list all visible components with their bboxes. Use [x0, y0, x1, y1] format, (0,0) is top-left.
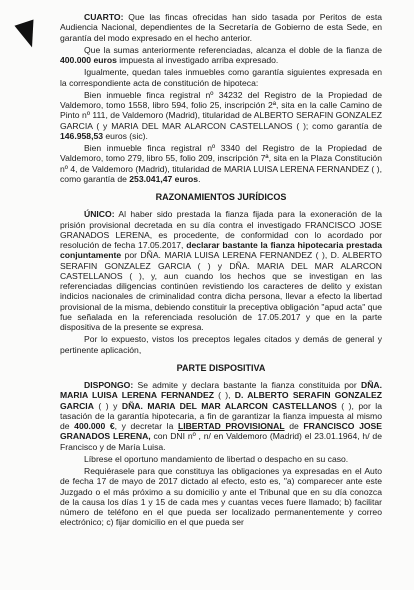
property-1-text: Bien inmueble finca registral nº 34232 del Registro de la Propiedad de Valdemoro, tomo 1558, libro 594, folio 25, inscripción 2ª, sita en la calle Camino de Pinto nº 111, de Valdemoro (Madrid), titularidad de ALBERTO SERAFIN GONZALEZ GARCIA ( y MARIA DEL MAR ALARCON CASTELLANOS ( ); como garantía de: [60, 89, 382, 131]
dispongo-name-2: D. ALBERTO SERAFIN GONZALEZ GARCIA: [60, 390, 383, 411]
dispongo-text-5: ( ) y: [93, 400, 122, 411]
unico-bold: declarar bastante la fianza hipotecaria prestada conjuntamente: [60, 240, 382, 261]
dispongo-text-7: ( ), por la tasación de la garantía hipotecaria, a fin de garantizar la fianza impuesta al mismo de: [60, 400, 382, 431]
dispongo-text-13: con DNI nº , n/ en Valdemoro (Madrid) el 23.01.1964, h/ de Francisco y de María Luisa.: [60, 431, 382, 452]
property-1-paragraph: [60, 90, 382, 141]
cuarto-lead: CUARTO:: [84, 12, 124, 22]
cuarto-paragraph: [60, 12, 382, 43]
unico-paragraph: [60, 209, 382, 332]
razonamientos-heading: RAZONAMIENTOS JURÍDICOS: [155, 192, 287, 202]
cuarto-text: Que las fincas ofrecidas han sido tasada por Peritos de esta Audiencia Nacional, dependientes de la Secretaría de Gobierno de esta Sede, en garantía del modo expresado en el hecho anterior.: [60, 12, 382, 43]
property-2-text: Bien inmueble finca registral nº 3340 del Registro de la Propiedad de Valdemoro, tomo 279, libro 55, folio 209, inscripción 7ª, sita en la Plaza Constitución nº 4, de Valdemoro (Madrid), titularidad de MARIA LUISA LERENA FERNANDEZ ( ), como garantía de: [60, 143, 382, 184]
sum-text-a: Que la sumas anteriormente referenciadas, alcanza el doble de la fianza de: [84, 44, 382, 55]
dispongo-paragraph: [60, 380, 382, 452]
dispongo-text-1: Se admite y declara bastante la fianza constituida por: [133, 380, 361, 390]
property-2-paragraph: [60, 143, 382, 184]
sum-text-c: impuesta al investigado arriba expresado.: [116, 55, 279, 65]
property-1-suffix: euros (sic).: [103, 130, 148, 141]
sum-paragraph: [60, 45, 382, 66]
property-1-amount: 146.958,53: [60, 130, 104, 141]
guarantee-intro: Igualmente, quedan tales inmuebles como garantía siguientes expresada en la correspondiente acta de constitución de hipoteca:: [60, 67, 382, 88]
unico-lead: ÚNICO:: [84, 209, 115, 220]
dispongo-text-9: , y decretar la: [114, 421, 178, 431]
dispongo-text-11: de: [284, 421, 304, 431]
dispongo-name-3: DÑA. MARIA DEL MAR ALARCON CASTELLANOS: [121, 400, 337, 411]
dispositiva-heading: PARTE DISPOSITIVA: [176, 362, 266, 373]
librese-paragraph: Líbrese el oportuno mandamiento de libertad o despacho en su caso.: [84, 453, 349, 464]
dispongo-text-3: ( ),: [213, 390, 235, 401]
property-2-amount: 253.041,47 euros: [129, 173, 199, 184]
dispongo-name-1: DÑA. MARIA LUISA LERENA FERNANDEZ: [60, 380, 382, 401]
unico-text-1: Al haber sido prestada la fianza fijada para la exoneración de la prisión provisional decretada en su día contra el investigado FRANCISCO JOSE GRANADOS LERENA, es procedente, de conformidad con lo acordado por resolución de fecha 17.05.2017,: [60, 209, 382, 250]
libertad-provisional: LIBERTAD PROVISIONAL: [177, 421, 285, 431]
unico-text-3: por DÑA. MARIA LUISA LERENA FERNANDEZ ( ), D. ALBERTO SERAFIN GONZALEZ GARCIA ( ) y DÑA. MARIA DEL MAR ALARCON CASTELLANOS ( ), y, aun cuando los hechos que se investigan en las referenciadas diligencias continúen revistiendo los caracteres de delito y existan indicios nacionales de criminalidad contra dicha persona, llevar a efecto la libertad provisional de la misma, debiendo constituir la preceptiva obligación "apud acta" que fue señalada en la referenciada resolución de 17.05.2017 y que en la parte dispositiva de la presente se expresa.: [60, 250, 382, 332]
dispongo-amount: 400.000 €: [74, 421, 115, 431]
sum-amount: 400.000 euros: [60, 55, 117, 65]
document-body: [60, 12, 382, 530]
corner-mark-icon: [14, 20, 41, 51]
dispongo-name-4: FRANCISCO JOSE GRANADOS LERENA,: [60, 421, 382, 442]
por-lo-expuesto: Por lo expuesto, vistos los preceptos legales citados y demás de general y pertinente aplicación,: [60, 334, 382, 355]
property-2-suffix: .: [198, 173, 201, 184]
requierase-paragraph: Requiérasele para que constituya las obligaciones ya expresadas en el Auto de fecha 17 de mayo de 2017 dictado al efecto, esto es, "a) comparecer ante este Juzgado o el más próximo a su domicilio y ante el Tribunal que en su día conozca de la causa los días 1 y 15 de cada mes y cuantas veces fuere llamado; b) facilitar número de teléfono en el que pueda ser localizado permanentemente y correo electrónico; c) fijar domicilio en el que pueda ser: [60, 466, 382, 528]
dispongo-lead: DISPONGO:: [84, 380, 134, 390]
